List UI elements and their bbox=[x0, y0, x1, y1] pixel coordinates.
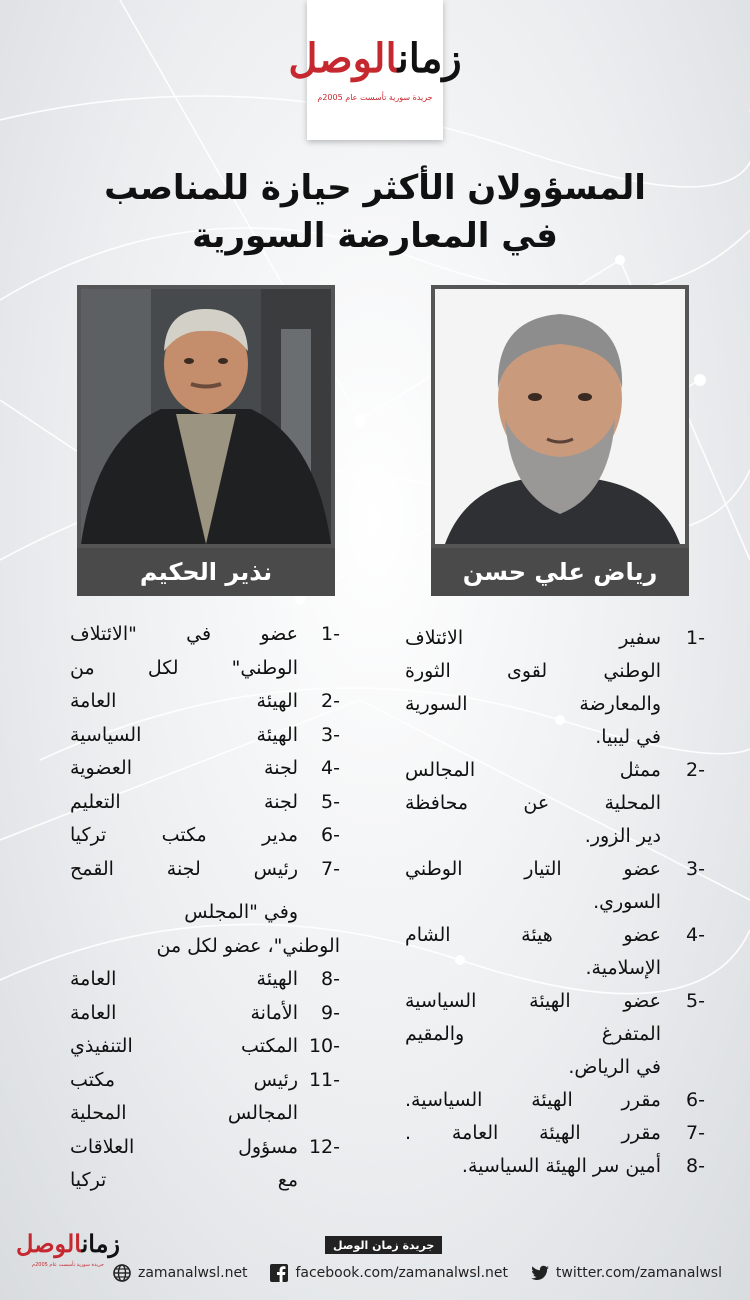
list-item-text: مقرر الهيئة السياسية. bbox=[405, 1089, 661, 1111]
list-item bbox=[405, 1117, 705, 1150]
list-item bbox=[70, 618, 340, 685]
list-item bbox=[405, 1150, 705, 1183]
list-item-text: أمين سر الهيئة السياسية. bbox=[461, 1155, 661, 1177]
facebook-url: facebook.com/zamanalwsl.net bbox=[295, 1265, 508, 1281]
headline-line-1: المسؤولان الأكثر حيازة للمناصب bbox=[104, 168, 646, 208]
list-item-text: لجنة العضوية bbox=[70, 757, 298, 779]
list-item bbox=[70, 1030, 340, 1064]
list-item-number: 6- bbox=[686, 1089, 705, 1111]
list-item-text: الهيئة السياسية bbox=[70, 723, 298, 746]
twitter-link[interactable] bbox=[530, 1263, 722, 1283]
list-item-number: 5- bbox=[686, 990, 705, 1012]
list-item bbox=[405, 919, 705, 985]
list-item-text: في الرياض. bbox=[568, 1056, 661, 1078]
list-item-text: عضو في "الائتلاف bbox=[70, 623, 298, 645]
list-item-number: 2- bbox=[321, 690, 340, 712]
portrait-nazir-illustration bbox=[81, 289, 331, 544]
name-plate-riad: رياض علي حسن bbox=[431, 548, 689, 596]
list-item bbox=[70, 719, 340, 753]
list-item bbox=[405, 853, 705, 919]
nazir-positions-list bbox=[70, 618, 340, 1198]
list-item-text: دير الزور. bbox=[584, 825, 661, 847]
riad-positions-list bbox=[405, 622, 705, 1183]
list-item-text: الوطني لقوى الثورة bbox=[405, 660, 661, 682]
list-item-text: عضو التيار الوطني bbox=[405, 858, 661, 880]
list-item-text: ممثل المجالس bbox=[405, 759, 661, 781]
list-item-text: مدير مكتب تركيا bbox=[70, 824, 298, 846]
list-item-text: المحلية عن محافظة bbox=[405, 792, 661, 814]
list-item-number: 4- bbox=[321, 757, 340, 779]
list-item-number: 5- bbox=[321, 790, 340, 813]
newspaper-logo bbox=[288, 0, 462, 140]
list-item-number: 11- bbox=[308, 1068, 340, 1091]
website-link[interactable] bbox=[112, 1263, 248, 1283]
list-item-number: 10- bbox=[308, 1035, 340, 1057]
list-item-text: المتفرغ والمقيم bbox=[405, 1023, 661, 1045]
council-paragraph-line: الوطني"، عضو لكل من bbox=[156, 934, 340, 957]
logo-word-black: زمان bbox=[397, 34, 462, 82]
list-item-text: لجنة التعليم bbox=[70, 790, 298, 813]
list-item-number: 9- bbox=[321, 1001, 340, 1024]
list-item bbox=[70, 786, 340, 820]
list-item bbox=[70, 1131, 340, 1198]
list-item-text: السوري. bbox=[593, 891, 661, 913]
list-item-number: 6- bbox=[321, 824, 340, 846]
list-item-number: 8- bbox=[321, 968, 340, 990]
list-item-text: عضو هيئة الشام bbox=[405, 924, 661, 946]
list-item-number: 1- bbox=[686, 627, 705, 649]
list-item bbox=[70, 819, 340, 853]
list-item bbox=[405, 622, 705, 754]
list-item bbox=[70, 963, 340, 997]
website-url: zamanalwsl.net bbox=[138, 1265, 248, 1281]
name-plate-nazir: نذير الحكيم bbox=[77, 548, 335, 596]
list-item-text: رئيس لجنة القمح bbox=[70, 857, 298, 880]
list-item-number: 4- bbox=[686, 924, 705, 946]
list-item-text: مقرر الهيئة العامة . bbox=[405, 1122, 661, 1144]
list-item-number: 8- bbox=[686, 1155, 705, 1177]
list-item bbox=[70, 997, 340, 1031]
portrait-riad bbox=[431, 285, 689, 548]
globe-icon bbox=[112, 1263, 132, 1283]
portrait-nazir bbox=[77, 285, 335, 548]
twitter-url: twitter.com/zamanalwsl bbox=[555, 1265, 722, 1281]
list-item-number: 12- bbox=[308, 1135, 340, 1158]
logo-word-red: الوصل bbox=[288, 34, 398, 82]
footer-logo-word-black: زمان bbox=[81, 1229, 121, 1258]
list-item-text: الأمانة العامة bbox=[70, 1001, 298, 1024]
list-item-text: الوطني" لكل من bbox=[70, 656, 298, 679]
list-item-text: مسؤول العلاقات bbox=[70, 1135, 298, 1158]
list-item-text: الإسلامية. bbox=[585, 957, 661, 979]
list-item-text: مع تركيا bbox=[70, 1169, 298, 1191]
list-item bbox=[70, 685, 340, 719]
list-item bbox=[405, 985, 705, 1084]
logo-wordmark bbox=[288, 34, 462, 82]
list-item bbox=[405, 1084, 705, 1117]
list-item-text: في ليبيا. bbox=[595, 726, 661, 748]
facebook-icon bbox=[269, 1263, 289, 1283]
list-item-text: الهيئة العامة bbox=[70, 968, 298, 990]
list-item bbox=[405, 754, 705, 853]
list-item-number: 3- bbox=[321, 723, 340, 746]
footer-links bbox=[112, 1262, 722, 1284]
list-item bbox=[70, 752, 340, 786]
list-item-number: 3- bbox=[686, 858, 705, 880]
list-item-text: الهيئة العامة bbox=[70, 690, 298, 712]
twitter-bird-icon bbox=[530, 1263, 550, 1283]
list-item-text: عضو الهيئة السياسية bbox=[405, 990, 661, 1012]
footer-logo-wordmark bbox=[16, 1229, 121, 1258]
list-item-number: 1- bbox=[321, 623, 340, 645]
list-item-text: المجالس المحلية bbox=[70, 1102, 298, 1124]
list-item-number: 7- bbox=[686, 1122, 705, 1144]
footer-logo-tagline: جريدة سورية تأسست عام 2005م bbox=[31, 1262, 105, 1268]
list-item bbox=[70, 1064, 340, 1131]
logo-tagline: جريدة سورية تأسست عام 2005م bbox=[317, 92, 433, 102]
list-item-text: والمعارضة السورية bbox=[405, 693, 661, 715]
footer-logo bbox=[16, 1229, 121, 1288]
headline-line-2: في المعارضة السورية bbox=[192, 216, 558, 256]
list-item-text: سفير الائتلاف bbox=[405, 627, 661, 649]
list-item-number: 2- bbox=[686, 759, 705, 781]
list-item bbox=[70, 853, 340, 887]
footer-badge: جريدة زمان الوصل bbox=[325, 1236, 442, 1254]
list-item-number: 7- bbox=[321, 857, 340, 880]
footer-logo-word-red: الوصل bbox=[16, 1229, 82, 1258]
list-item-text: المكتب التنفيذي bbox=[70, 1035, 298, 1057]
facebook-link[interactable] bbox=[269, 1263, 508, 1283]
portrait-riad-illustration bbox=[435, 289, 685, 544]
council-paragraph bbox=[70, 896, 340, 963]
council-paragraph-line: وفي "المجلس bbox=[184, 901, 298, 923]
list-item-text: رئيس مكتب bbox=[70, 1068, 298, 1091]
